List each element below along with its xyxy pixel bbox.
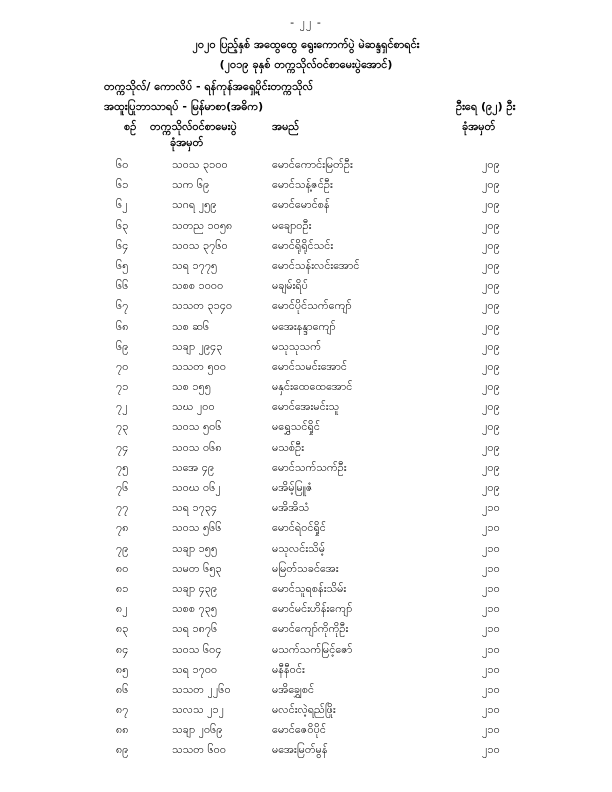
row-number: ၆၆ (116, 279, 129, 293)
registration-number: သရ ၁၇၇၅ (172, 258, 218, 272)
seat-number: ၂၀၉ (482, 198, 500, 212)
row-number: ၇၁ (116, 380, 129, 394)
table-row (0, 501, 612, 521)
table-row (0, 441, 612, 461)
table-row (0, 461, 612, 481)
seat-number: ၂၀၉ (482, 481, 500, 494)
student-name: မချော၀ဦး (272, 218, 312, 232)
student-name: မသုလင်းသိမ့် (272, 541, 326, 555)
registration-number: သရ ၁၇၃၄ (172, 501, 218, 515)
count-line: ဦးရေ (၉၂) ဦး (456, 100, 516, 113)
student-name: မအေးမြတ်မွန် (272, 743, 328, 757)
student-name: မောင်သက်သက်ဦး (272, 460, 347, 474)
student-name: မောင်သန်းလင်းအောင် (272, 258, 360, 272)
seat-number: ၂၁၀ (482, 501, 500, 515)
table-row (0, 582, 612, 602)
student-name: မအိချွှေစင် (272, 682, 315, 696)
row-number: ၈၃ (116, 622, 129, 636)
table-row (0, 602, 612, 622)
student-name: မောင်မောင်စန် (272, 198, 330, 212)
student-name: မောင်သူရစန်းသိမ်း (272, 581, 347, 595)
table-row (0, 562, 612, 582)
registration-number: သအေ ၄၉ (172, 460, 215, 474)
registration-number: သလသ ၂၁၂ (172, 703, 225, 717)
row-number: ၇၃ (116, 420, 129, 434)
row-number: ၆၁ (116, 178, 129, 192)
column-header-registration: တက္ကသိုလ်ဝင်စာမေးပွဲ (150, 120, 237, 133)
row-number: ၈၉ (116, 743, 129, 757)
registration-number: သချာ ၂၉၄၃ (172, 339, 223, 353)
row-number: ၈၂ (116, 602, 128, 616)
row-number: ၆၇ (116, 299, 129, 313)
student-name: မမြတ်သခင်အေး (272, 561, 339, 575)
registration-number: သသတ ၆၀၀ (172, 743, 227, 757)
seat-number: ၂၁၀ (482, 602, 500, 616)
row-number: ၆၈ (116, 319, 129, 333)
seat-number: ၂၀၉ (482, 319, 500, 333)
seat-number: ၂၁၀ (482, 581, 500, 595)
column-header-seat: ခုံအမှတ် (462, 120, 496, 133)
row-number: ၇၇ (116, 501, 129, 515)
student-name: မောင်အေးမင်းသူ (272, 400, 340, 414)
table-row (0, 299, 612, 319)
page-number: - ၂၂ - (290, 16, 322, 29)
seat-number: ၂၀၉ (482, 158, 500, 171)
student-name: မောင်ကျော်ကိုကိုဦး (272, 622, 349, 636)
registration-number: သဝသ ၀၆၈ (172, 440, 222, 454)
row-number: ၈၀ (116, 561, 129, 575)
student-name: မောင်ကောင်းမြတ်ဦး (272, 158, 353, 171)
seat-number: ၂၁၀ (482, 703, 500, 717)
student-name: မောင်ပိုင်သက်ကျော် (272, 299, 352, 313)
registration-number: သက ၆၉ (172, 178, 210, 192)
registration-number: သဃ ၂၀၀ (172, 400, 215, 414)
row-number: ၈၇ (116, 703, 129, 717)
column-header-no: စဉ် (124, 120, 137, 133)
seat-number: ၂၀၉ (482, 258, 500, 272)
table-row (0, 279, 612, 299)
registration-number: သချာ ၂၀၆၉ (172, 723, 223, 737)
seat-number: ၂၀၉ (482, 420, 500, 434)
student-name: မသစ်ဦး (272, 440, 305, 454)
table-row (0, 481, 612, 501)
seat-number: ၂၀၉ (482, 380, 500, 394)
seat-number: ၂၀၉ (482, 440, 500, 454)
table-row (0, 622, 612, 642)
registration-number: သဝသ ၃၇၆၀ (172, 238, 228, 252)
row-number: ၇၅ (116, 460, 129, 474)
registration-number: သသတ ၃၁၄၀ (172, 299, 233, 313)
table-row (0, 723, 612, 743)
student-name: မအိမ့်မြူဇံ (272, 481, 313, 494)
table-row (0, 743, 612, 763)
row-number: ၈၈ (116, 723, 129, 737)
table-row (0, 400, 612, 420)
row-number: ၆၄ (116, 238, 129, 252)
registration-number: သဝဃ ၀၆၂ (172, 481, 221, 494)
student-name: မနှင်းထေထေအောင် (272, 380, 353, 394)
table-row (0, 683, 612, 703)
registration-number: သစစ ၁၀၀၀ (172, 279, 224, 293)
table-row (0, 219, 612, 239)
student-name: မနီနီဝင်း (272, 662, 305, 676)
seat-number: ၂၀၉ (482, 359, 500, 373)
row-number: ၇၄ (116, 440, 129, 454)
seat-number: ၂၀၉ (482, 460, 500, 474)
seat-number: ၂၁၀ (482, 662, 500, 676)
registration-number: သသတ ၅၀၀ (172, 359, 227, 373)
registration-number: သစ ဆ၆ (172, 319, 210, 333)
registration-number: သဝသ ၅၀၆ (172, 420, 222, 434)
table-row (0, 380, 612, 400)
registration-number: သစစ ၇၃၅ (172, 602, 218, 616)
seat-number: ၂၁၀ (482, 743, 500, 757)
student-name: မောင်ဇေဝိပိုင် (272, 723, 326, 737)
seat-number: ၂၁၀ (482, 622, 500, 636)
row-number: ၇၉ (116, 541, 129, 555)
table-row (0, 643, 612, 663)
table-row (0, 420, 612, 440)
row-number: ၆၃ (116, 218, 129, 232)
registration-number: သဝသ ၆၀၄ (172, 642, 222, 656)
registration-number: သမတ ၆၅၃ (172, 561, 222, 575)
registration-number: သရ ၁၇၀၀ (172, 662, 218, 676)
seat-number: ၂၀၉ (482, 238, 500, 252)
row-number: ၈၁ (116, 581, 129, 595)
registration-number: သသတ ၂၂၆၀ (172, 682, 231, 696)
student-name: မောင်သန့်ဇင်ဦး (272, 178, 333, 192)
registration-number: သတည ၁၀၅၈ (172, 218, 233, 232)
row-number: ၆၅ (116, 258, 129, 272)
student-name: မောင်သမင်းအောင် (272, 359, 347, 373)
row-number: ၇၂ (116, 400, 128, 414)
column-header-name: အမည် (272, 120, 300, 133)
student-name: မချမ်းရိပ် (272, 279, 308, 293)
row-number: ၆၉ (116, 339, 129, 353)
seat-number: ၂၀၉ (482, 178, 500, 192)
university-line: တက္ကသိုလ်/ ကောလိပ် - ရန်ကုန်အရှေ့ပိုင်းတက္ကသိုလ် (104, 80, 313, 93)
roster-table (0, 158, 612, 764)
table-row (0, 158, 612, 178)
registration-number: သစ ၁၅၅ (172, 380, 211, 394)
row-number: ၈၅ (116, 662, 129, 676)
row-number: ၈၄ (116, 642, 129, 656)
seat-number: ၂၀၉ (482, 400, 500, 414)
table-row (0, 340, 612, 360)
document-title: ၂၀၂၀ ပြည့်နှစ် အထွေထွေ ရွေးကောက်ပွဲ မဲဆန္ဒရှင်စာရင်း (192, 38, 420, 51)
student-name: မအိအိသံ (272, 501, 310, 515)
registration-number: သရ ၁၈၇၆ (172, 622, 218, 636)
table-row (0, 663, 612, 683)
table-row (0, 259, 612, 279)
seat-number: ၂၀၉ (482, 218, 500, 232)
seat-number: ၂၁၀ (482, 541, 500, 555)
seat-number: ၂၁၀ (482, 642, 500, 656)
row-number: ၇၈ (116, 521, 129, 535)
registration-number: သဝသ ၃၁၀၀ (172, 158, 228, 171)
table-row (0, 703, 612, 723)
seat-number: ၂၀၉ (482, 339, 500, 353)
seat-number: ၂၁၀ (482, 723, 500, 737)
registration-number: သဂရ ၂၅၉ (172, 198, 217, 212)
table-row (0, 239, 612, 259)
registration-number: သဝသ ၅၆၆ (172, 521, 222, 535)
student-name: မောင်ရိုရိုင်သင်း (272, 238, 334, 252)
column-header-registration-sub: ခုံအမှတ် (170, 136, 204, 149)
seat-number: ၂၁၀ (482, 561, 500, 575)
document-subtitle: (၂၀၁၉ ခုနှစ် တက္ကသိုလ်ဝင်စာမေးပွဲအောင်) (219, 58, 393, 71)
student-name: မသက်သက်မြင့်ဇော် (272, 642, 353, 656)
student-name: မောင်ရဲဝင်ရှိုင် (272, 521, 326, 535)
student-name: မရွှေသင်ရှိုင် (272, 420, 320, 434)
table-row (0, 521, 612, 541)
student-name: မအေးနန္ဒာကျော် (272, 319, 336, 333)
student-name: မလင်းလဲ့ရည်ဖြိုး (272, 703, 336, 717)
table-row (0, 198, 612, 218)
seat-number: ၂၀၉ (482, 299, 500, 313)
registration-number: သချာ ၄၃၉ (172, 581, 218, 595)
row-number: ၆၀ (116, 158, 129, 171)
table-row (0, 320, 612, 340)
row-number: ၇၆ (116, 481, 129, 494)
student-name: မောင်မင်းဟိန်းကျော် (272, 602, 353, 616)
registration-number: သချာ ၁၅၅ (172, 541, 218, 555)
major-line: အထူးပြုဘာသာရပ် - မြန်မာစာ(အဓိက) (104, 100, 264, 113)
seat-number: ၂၀၉ (482, 279, 500, 293)
row-number: ၆၂ (116, 198, 128, 212)
table-row (0, 178, 612, 198)
row-number: ၇၀ (116, 359, 129, 373)
student-name: မသုသုသက် (272, 339, 321, 353)
seat-number: ၂၁၀ (482, 682, 500, 696)
row-number: ၈၆ (116, 682, 129, 696)
seat-number: ၂၁၀ (482, 521, 500, 535)
table-row (0, 542, 612, 562)
table-row (0, 360, 612, 380)
